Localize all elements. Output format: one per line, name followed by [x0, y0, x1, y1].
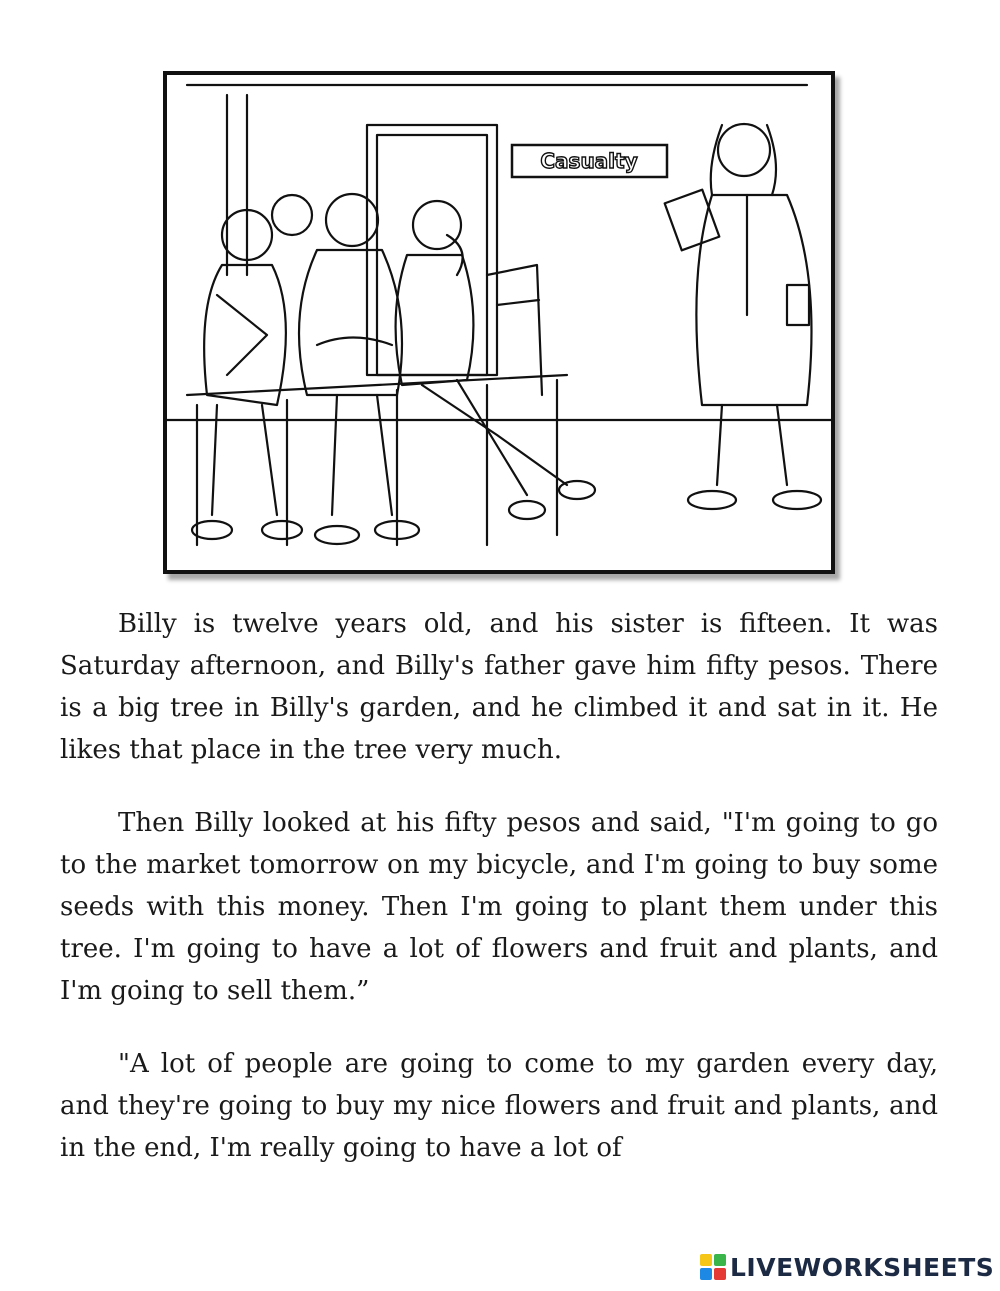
- logo-text: LIVEWORKSHEETS: [730, 1252, 995, 1282]
- cartoon-drawing: [167, 75, 831, 570]
- logo-grid-icon: [700, 1254, 726, 1280]
- story-paragraph-3: "A lot of people are going to come to my garden every day, and they're going to buy my nice flowers and fruit and plants, and in the end, I'm really going to have a lot of: [60, 1049, 938, 1163]
- story-text: [60, 603, 938, 1200]
- hospital-waiting-room-illustration: [163, 71, 835, 574]
- svg-text:Casualty: Casualty: [540, 149, 638, 173]
- casualty-sign: [512, 145, 667, 177]
- liveworksheets-logo: [700, 1252, 994, 1282]
- story-paragraph-2: Then Billy looked at his fifty pesos and said, "I'm going to go to the market tomorrow on my bicycle, and I'm going to buy some seeds with this money. Then I'm going to plant them under this tree. I'm going to have a lot of flowers and fruit and plants, and I'm going to sell them.”: [60, 808, 938, 1006]
- story-paragraph-1: Billy is twelve years old, and his sister is fifteen. It was Saturday afternoon, and Billy's father gave him fifty pesos. There is a big tree in Billy's garden, and he climbed it and sat in it. He likes that place in the tree very much.: [60, 609, 938, 765]
